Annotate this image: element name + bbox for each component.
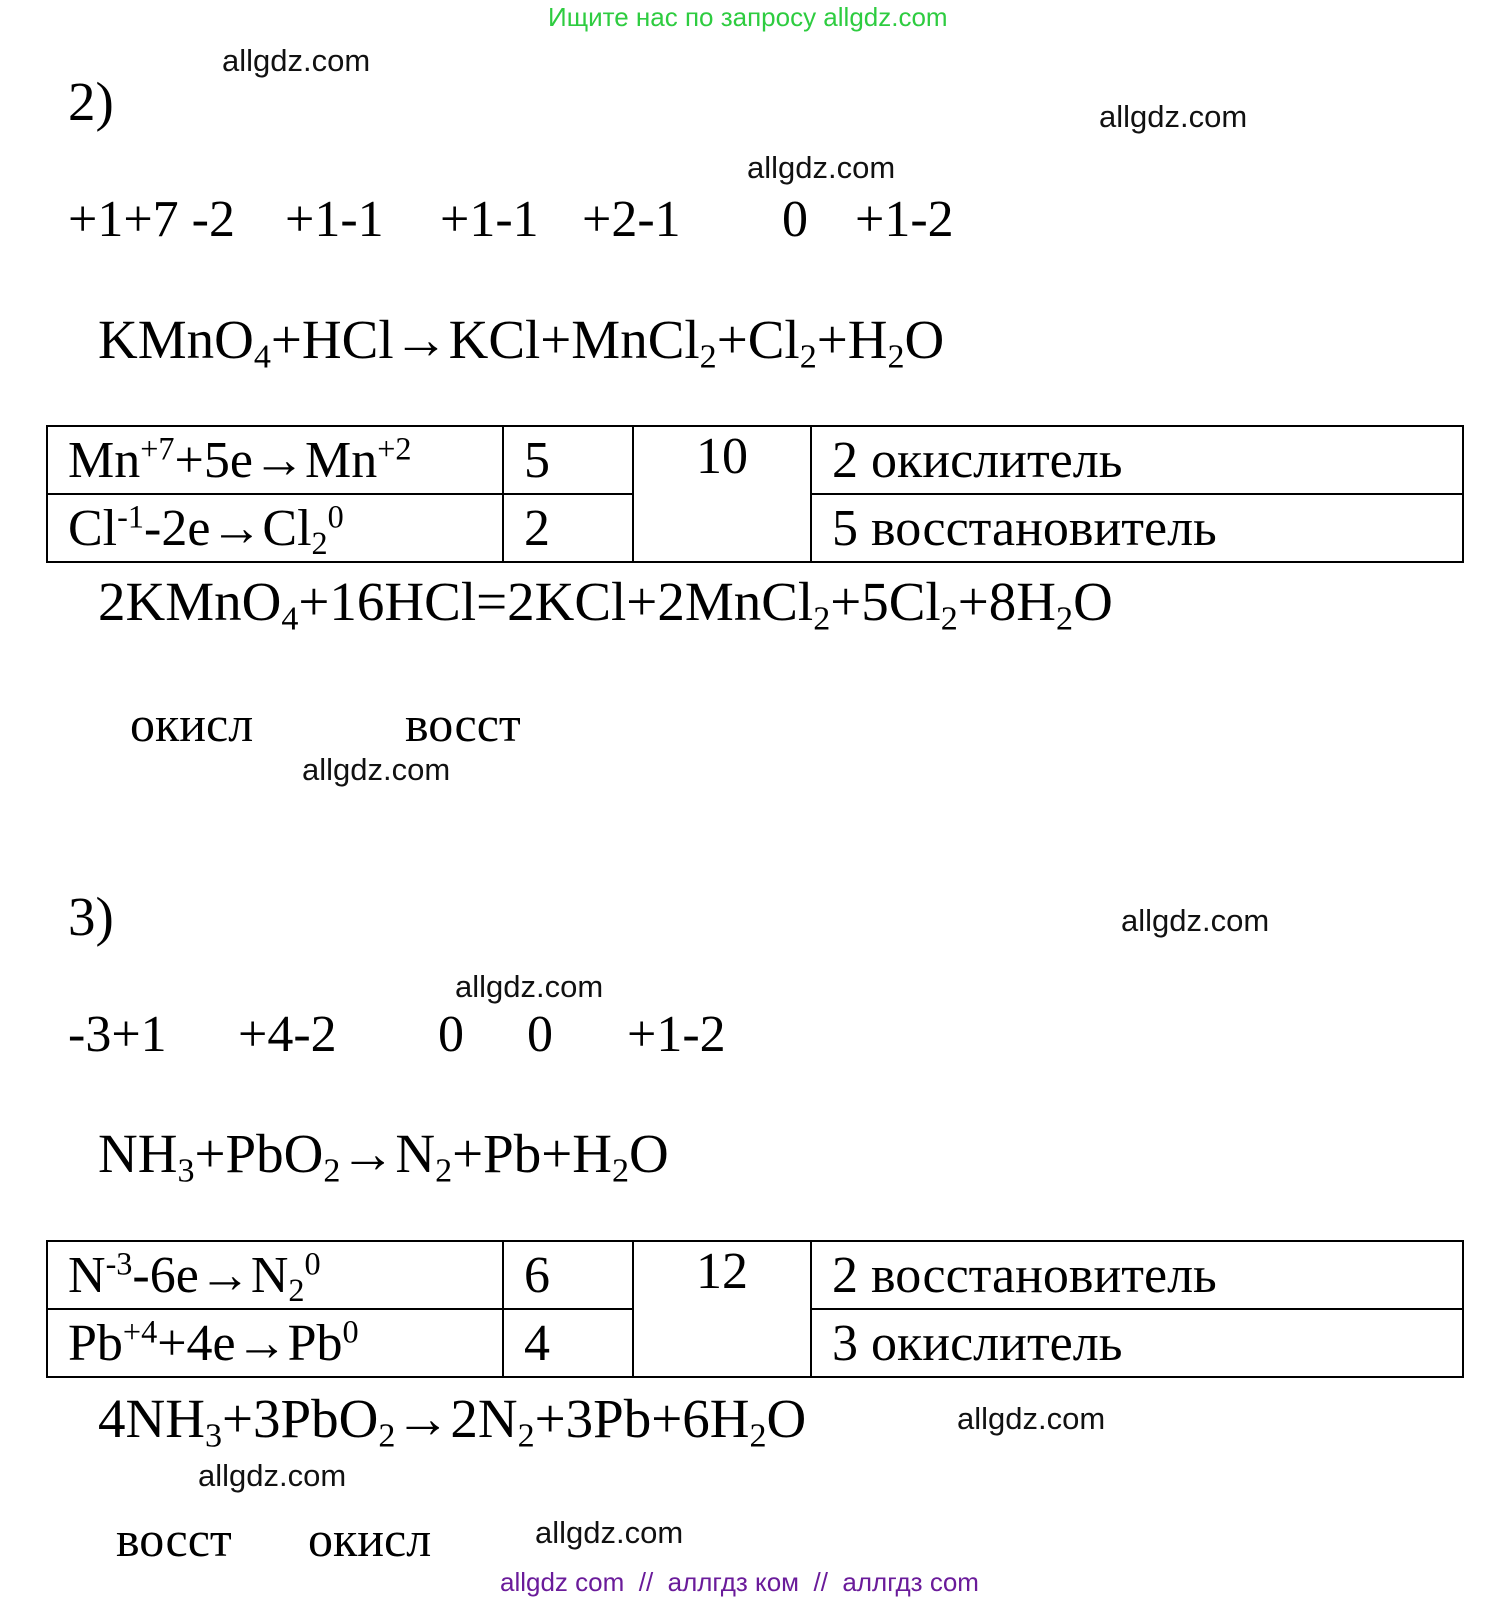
electron-count: 4 xyxy=(503,1309,633,1377)
ox-state: -3+1 xyxy=(68,1006,167,1063)
role-cell: 3 окислитель xyxy=(811,1309,1463,1377)
watermark: allgdz.com xyxy=(1121,903,1270,938)
half-reaction: $N^{-3}-6e\to N_2^0$ xyxy=(47,1241,503,1309)
problem-3-electron-balance-table xyxy=(46,1240,1464,1378)
watermark: allgdz.com xyxy=(198,1458,347,1493)
ox-state: +1-2 xyxy=(627,1006,726,1063)
reducer-label: восст xyxy=(405,696,521,752)
oxidizer-label: окисл xyxy=(130,696,254,752)
ox-state: +4-2 xyxy=(238,1006,337,1063)
role-cell: 2 восстановитель xyxy=(811,1241,1463,1309)
watermark: allgdz.com xyxy=(222,43,371,78)
problem-3-balanced-equation: $4NH_3+3PbO_2\to 2N_2+3Pb+6H_2O$ xyxy=(98,1388,807,1455)
watermark: allgdz.com xyxy=(535,1515,684,1550)
problem-2-balanced-equation: $2KMnO_4+16HCl=2KCl+2MnCl_2+5Cl_2+8H_2O$ xyxy=(98,571,1113,638)
problem-2-number: 2) xyxy=(68,71,114,132)
search-banner: Ищите нас по запросу allgdz.com xyxy=(548,2,948,32)
problem-3-reaction-scheme: $NH_3+PbO_2\to N_2+Pb+H_2O$ xyxy=(98,1123,669,1190)
watermark: allgdz.com xyxy=(455,969,604,1004)
ox-state: +1-1 xyxy=(440,191,539,248)
half-reaction: $Pb^{+4}+4e\to Pb^0$ xyxy=(47,1309,503,1377)
electron-count: 2 xyxy=(503,494,633,562)
ox-state: +1-1 xyxy=(285,191,384,248)
ox-state: 0 xyxy=(438,1006,464,1063)
role-cell: 2 окислитель xyxy=(811,426,1463,494)
problem-2-reaction-scheme: $KMnO_4+HCl\to KCl+MnCl_2+Cl_2+H_2O$ xyxy=(98,309,945,376)
problem-3-number: 3) xyxy=(68,886,114,947)
ox-state: +1-2 xyxy=(855,191,954,248)
half-reaction: $Mn^{+7}+5e\to Mn^{+2}$ xyxy=(47,426,503,494)
lcm-cell: 12 xyxy=(633,1241,811,1377)
lcm-cell: 10 xyxy=(633,426,811,562)
ox-state: 0 xyxy=(782,191,808,248)
electron-count: 6 xyxy=(503,1241,633,1309)
watermark: allgdz.com xyxy=(747,150,896,185)
footer-watermark: allgdz com // аллгдз ком // аллгдз com xyxy=(500,1567,979,1597)
ox-state: +1+7 -2 xyxy=(68,191,235,248)
oxidizer-label: окисл xyxy=(308,1511,432,1567)
watermark: allgdz.com xyxy=(957,1401,1106,1436)
half-reaction: $Cl^{-1}-2e\to Cl_2^0$ xyxy=(47,494,503,562)
ox-state: 0 xyxy=(527,1006,553,1063)
watermark: allgdz.com xyxy=(1099,99,1248,134)
reducer-label: восст xyxy=(116,1511,232,1567)
electron-count: 5 xyxy=(503,426,633,494)
ox-state: +2-1 xyxy=(582,191,681,248)
problem-2-electron-balance-table xyxy=(46,425,1464,563)
role-cell: 5 восстановитель xyxy=(811,494,1463,562)
watermark: allgdz.com xyxy=(302,752,451,787)
